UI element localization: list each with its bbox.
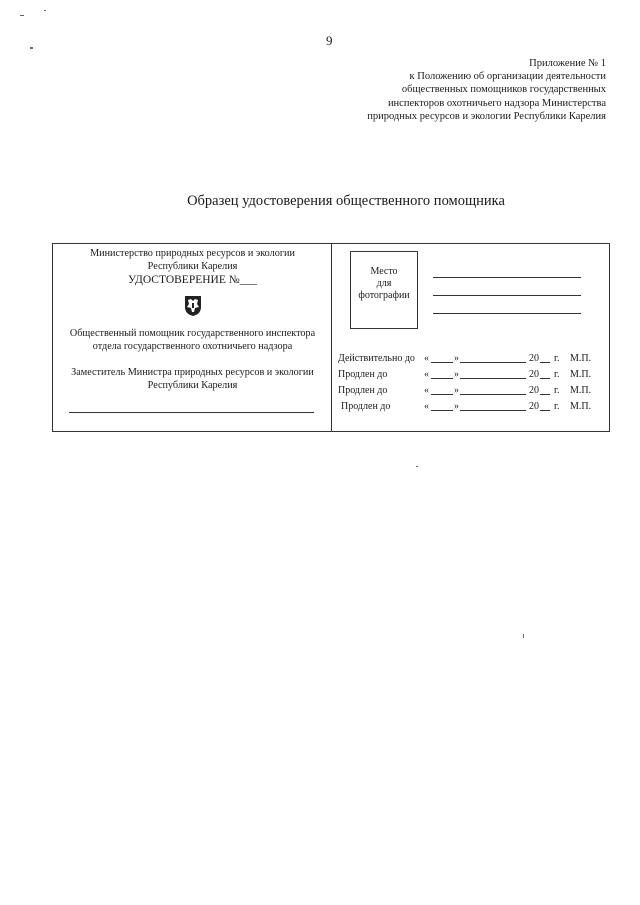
scan-speck — [20, 15, 24, 16]
certificate-number-label: УДОСТОВЕРЕНИЕ №___ — [128, 274, 257, 286]
year-prefix: 20 — [529, 369, 539, 380]
year-blank — [540, 368, 550, 379]
photo-label: Место — [370, 266, 398, 277]
holder-name-line — [433, 277, 581, 278]
month-blank — [460, 352, 526, 363]
holder-name-line — [433, 295, 581, 296]
appendix-line: природных ресурсов и экологии Республики Карелия — [367, 110, 606, 122]
photo-label: фотографии — [358, 290, 410, 301]
scan-speck — [523, 634, 524, 638]
year-blank — [540, 384, 550, 395]
month-blank — [460, 400, 526, 411]
certificate-left-panel — [53, 244, 332, 431]
holder-name-line — [433, 313, 581, 314]
appendix-header — [306, 57, 606, 123]
validity-row — [332, 352, 609, 366]
signer-title: Заместитель Министра природных ресурсов и экологии — [71, 367, 314, 378]
position-title: Общественный помощник государственного инспектора — [69, 328, 316, 339]
open-quote: « — [424, 353, 429, 364]
ministry-region: Республики Карелия — [147, 261, 238, 272]
day-blank — [431, 384, 453, 395]
signer-region: Республики Карелия — [147, 380, 238, 391]
month-blank — [460, 368, 526, 379]
year-prefix: 20 — [529, 385, 539, 396]
department-name: отдела государственного охотничьего надзора — [92, 341, 293, 352]
karelia-coat-of-arms-icon — [184, 295, 202, 317]
validity-row — [332, 384, 609, 398]
page-number: 9 — [326, 33, 333, 48]
stamp-mark: М.П. — [570, 353, 592, 364]
certificate-sample — [52, 243, 610, 432]
scan-speck — [416, 466, 418, 467]
document-title: Образец удостоверения общественного помощника — [187, 193, 505, 209]
appendix-line: Приложение № 1 — [529, 58, 606, 69]
stamp-mark: М.П. — [570, 369, 592, 380]
year-blank — [540, 400, 550, 411]
validity-label: Действительно до — [338, 353, 415, 364]
validity-label: Продлен до — [338, 385, 388, 396]
photo-label: для — [376, 278, 392, 289]
stamp-mark: М.П. — [570, 385, 592, 396]
validity-label: Продлен до — [338, 369, 388, 380]
photo-placeholder — [350, 251, 418, 329]
close-quote: » — [454, 369, 459, 380]
validity-row — [332, 400, 609, 414]
appendix-line: общественных помощников государственных — [401, 84, 606, 96]
scan-speck — [44, 10, 46, 11]
stamp-mark: М.П. — [570, 401, 592, 412]
validity-row — [332, 368, 609, 382]
day-blank — [431, 352, 453, 363]
year-suffix: г. — [554, 353, 560, 364]
year-suffix: г. — [554, 385, 560, 396]
open-quote: « — [424, 369, 429, 380]
year-prefix: 20 — [529, 401, 539, 412]
appendix-line: инспекторов охотничьего надзора Министерства — [387, 97, 606, 109]
year-blank — [540, 352, 550, 363]
certificate-right-panel — [332, 244, 609, 431]
validity-label: Продлен до — [341, 401, 391, 412]
year-suffix: г. — [554, 369, 560, 380]
close-quote: » — [454, 385, 459, 396]
month-blank — [460, 384, 526, 395]
open-quote: « — [424, 401, 429, 412]
appendix-line: к Положению об организации деятельности — [409, 71, 606, 83]
signature-line — [69, 412, 314, 413]
year-suffix: г. — [554, 401, 560, 412]
ministry-name: Министерство природных ресурсов и экологии — [90, 248, 295, 259]
day-blank — [431, 400, 453, 411]
day-blank — [431, 368, 453, 379]
scan-speck — [30, 47, 33, 49]
open-quote: « — [424, 385, 429, 396]
close-quote: » — [454, 401, 459, 412]
year-prefix: 20 — [529, 353, 539, 364]
close-quote: » — [454, 353, 459, 364]
